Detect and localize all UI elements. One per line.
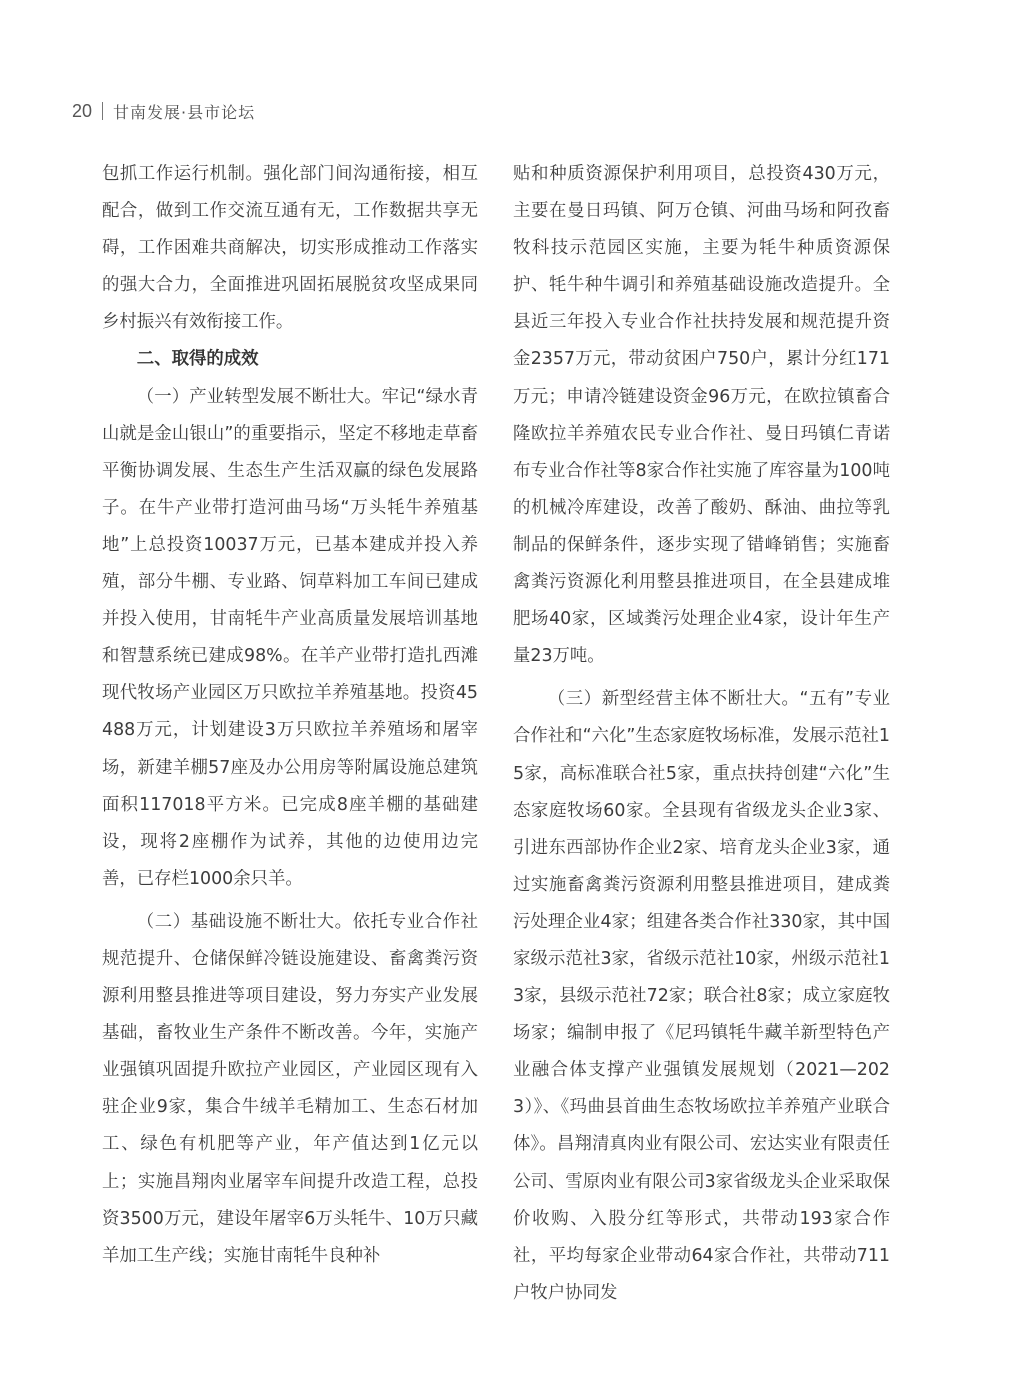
header-divider	[102, 102, 103, 120]
paragraph-industry: （一）产业转型发展不断壮大。牢记“绿水青山就是金山银山”的重要指示，坚定不移地走草畜平衡协调发展、生态生产生活双赢的绿色发展路子。在牛产业带打造河曲马场“万头牦牛养殖基地”上总投资10037万元，已基本建成并投入养殖，部分牛棚、专业路、饲草料加工车间已建成并投入使用，甘南牦牛产业高质量发展培训基地和智慧系统已建成98%。在羊产业带打造扎西滩现代牧场产业园区万只欧拉羊养殖基地。投资45488万元，计划建设3万只欧拉羊养殖场和屠宰场，新建羊棚57座及办公用房等附属设施总建筑面积117018平方米。已完成8座羊棚的基础建设，现将2座棚作为试养，其他的边使用边完善，已存栏1000余只羊。	[102, 386, 478, 889]
publication-title: 甘南发展·县市论坛	[113, 102, 256, 122]
paragraph-infrastructure: （二）基础设施不断壮大。依托专业合作社规范提升、仓储保鲜冷链设施建设、畜禽粪污资源利用整县推进等项目建设，努力夯实产业发展基础，畜牧业生产条件不断改善。今年，实施产业强镇巩固提升欧拉产业园区，产业园区现有入驻企业9家，集合牛绒羊毛精加工、生态石材加工、绿色有机肥等产业，年产值达到1亿元以上；实施昌翔肉业屠宰车间提升改造工程，总投资3500万元，建设年屠宰6万头牦牛、10万只藏羊加工生产线；实施甘南牦牛良种补	[102, 911, 478, 1266]
section-heading: 二、取得的成效	[136, 349, 259, 370]
running-header	[72, 97, 255, 125]
left-column	[102, 156, 478, 1275]
page-number: 20	[72, 100, 93, 121]
paragraph-continued: 包抓工作运行机制。强化部门间沟通衔接，相互配合，做到工作交流互通有无，工作数据共享无碍，工作困难共商解决，切实形成推动工作落实的强大合力，全面推进巩固拓展脱贫攻坚成果同乡村振兴有效衔接工作。	[102, 164, 478, 333]
paragraph-continued-right: 贴和种质资源保护利用项目，总投资430万元，主要在曼日玛镇、阿万仓镇、河曲马场和阿孜畜牧科技示范园区实施，主要为牦牛种质资源保护、牦牛种牛调引和养殖基础设施改造提升。全县近三年投入专业合作社扶持发展和规范提升资金2357万元，带动贫困户750户，累计分红171万元；申请冷链建设资金96万元，在欧拉镇畜合隆欧拉羊养殖农民专业合作社、曼日玛镇仁青诺布专业合作社等8家合作社实施了库容量为100吨的机械冷库建设，改善了酸奶、酥油、曲拉等乳制品的保鲜条件，逐步实现了错峰销售；实施畜禽粪污资源化利用整县推进项目，在全县建成堆肥场40家，区域粪污处理企业4家，设计年生产量23万吨。	[513, 164, 890, 667]
right-column	[513, 156, 890, 1312]
paragraph-business-entities: （三）新型经营主体不断壮大。“五有”专业合作社和“六化”生态家庭牧场标准，发展示范社15家，高标准联合社5家，重点扶持创建“六化”生态家庭牧场60家。全县现有省级龙头企业3家、引进东西部协作企业2家、培育龙头企业3家，通过实施畜禽粪污资源利用整县推进项目，建成粪污处理企业4家；组建各类合作社330家，其中国家级示范社3家，省级示范社10家，州级示范社13家，县级示范社72家；联合社8家；成立家庭牧场家；编制申报了《尼玛镇牦牛藏羊新型特色产业融合体支撑产业强镇发展规划（2021—2023）》、《玛曲县首曲生态牧场欧拉羊养殖产业联合体》。昌翔清真肉业有限公司、宏达实业有限责任公司、雪原肉业有限公司3家省级龙头企业采取保价收购、入股分红等形式，共带动193家合作社，平均每家企业带动64家合作社，共带动711户牧户协同发	[513, 689, 890, 1303]
